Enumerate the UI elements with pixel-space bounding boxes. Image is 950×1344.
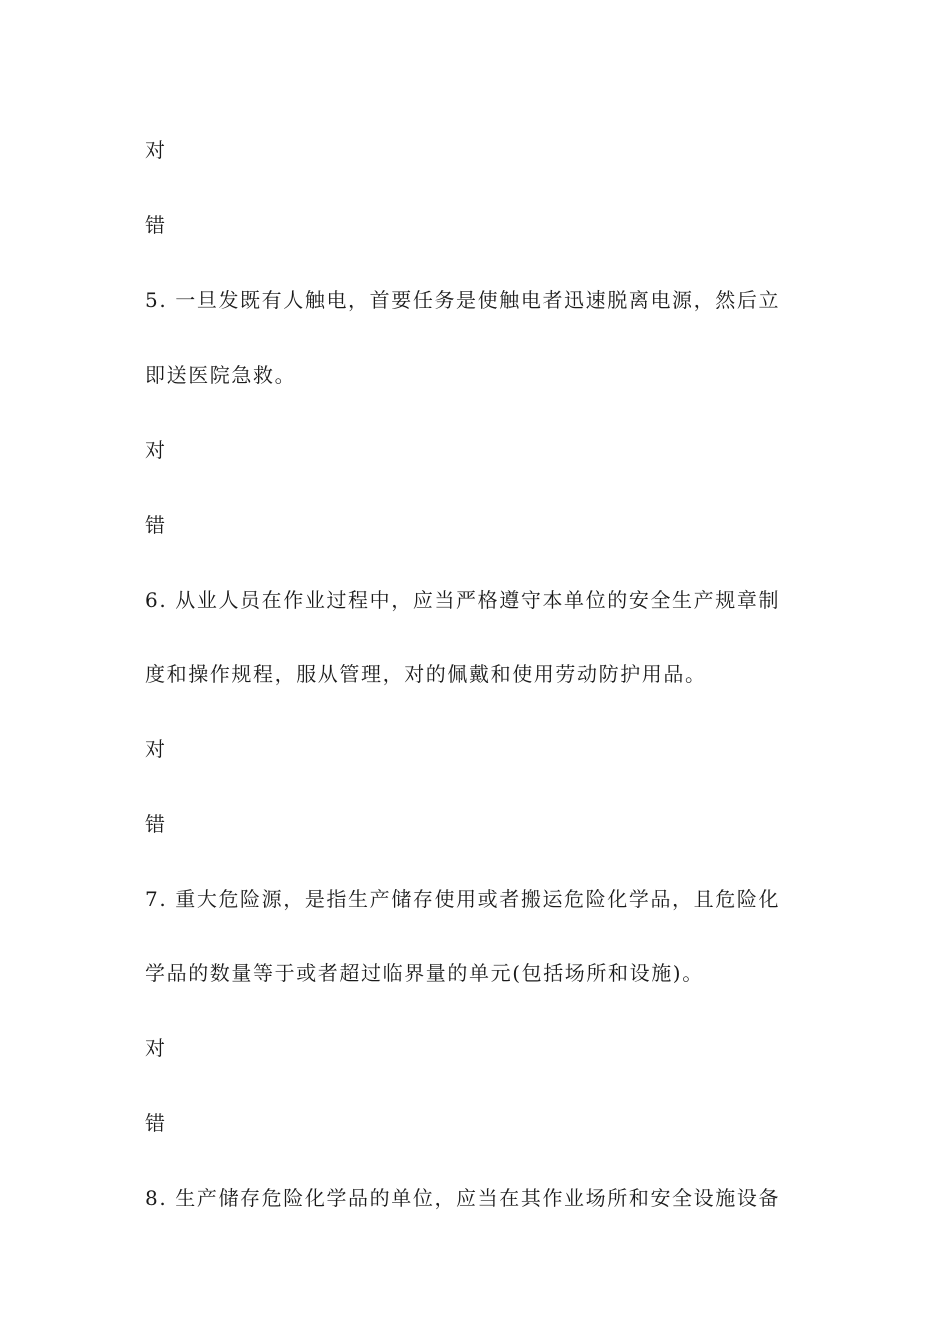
question-7-line-1: 7. 重大危险源，是指生产储存使用或者搬运危险化学品，且危险化 [145,887,781,911]
answer-option-true: 对 [145,138,167,162]
answer-option-true: 对 [145,1036,167,1060]
question-7-line-2: 学品的数量等于或者超过临界量的单元(包括场所和设施)。 [145,961,704,985]
answer-option-true: 对 [145,737,167,761]
question-5-line-2: 即送医院急救。 [145,363,297,387]
question-6-line-1: 6. 从业人员在作业过程中，应当严格遵守本单位的安全生产规章制 [145,588,781,612]
answer-option-true: 对 [145,438,167,462]
question-5-line-1: 5. 一旦发既有人触电，首要任务是使触电者迅速脱离电源，然后立 [145,288,781,312]
question-6-line-2: 度和操作规程，服从管理，对的佩戴和使用劳动防护用品。 [145,662,707,686]
answer-option-false: 错 [145,513,167,537]
answer-option-false: 错 [145,213,167,237]
answer-option-false: 错 [145,812,167,836]
question-8-line-1: 8. 生产储存危险化学品的单位，应当在其作业场所和安全设施设备 [145,1186,781,1210]
answer-option-false: 错 [145,1111,167,1135]
